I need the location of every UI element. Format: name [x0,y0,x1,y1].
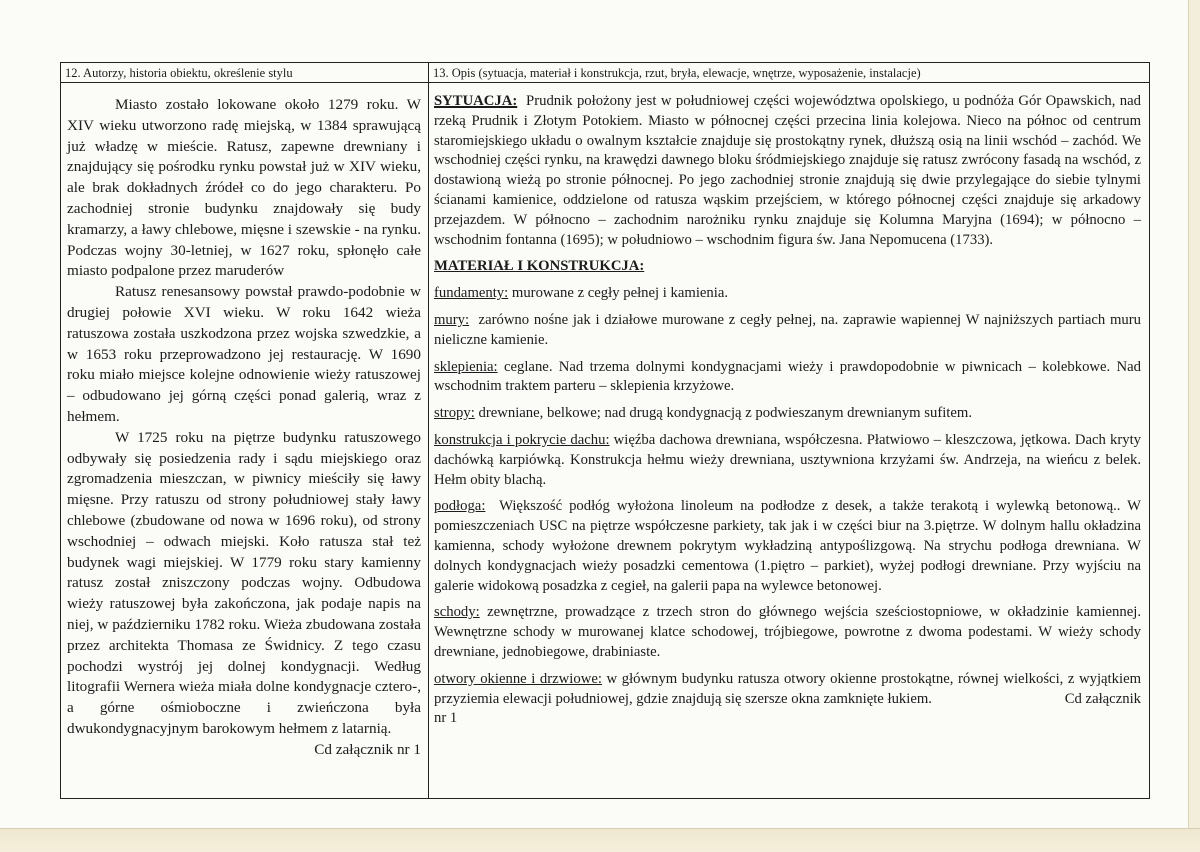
schody-text: zewnętrzne, prowadzące z trzech stron do głównego wejścia sześciostopniowe, w okładzinie kamiennej. Wewnętrzne schody w murowanej klatce schodowej, trójbiegowe, powrotne z dwoma podestami. W wieży schody drewniane, jednobiegowe, drabiniaste. [434,604,1142,660]
dach-item [434,431,1141,490]
schody-item [434,603,1141,662]
section-12-header: 12. Autorzy, historia obiektu, określenie stylu [61,63,428,83]
history-paragraph: Miasto zostało lokowane około 1279 roku. W XIV wieku utworzono radę miejską, w 1384 sprawującą już władzę w mieście. Ratusz, zapewne drewniany i znajdujący się pośrodku rynku powstał już w XIV wieku, ale brak dokładnych źródeł co do jego charakteru. Po zachodniej stronie budynku znajdowały się budy kramarzy, a ławy chlebowe, mięsne i szewskie - na rynku. Podczas wojny 30-letniej, w 1627 roku, spłonęło całe miasto podpalone przez maruderów [67,96,421,280]
fundamenty-label: fundamenty: [434,285,509,302]
history-paragraph [67,428,421,758]
attachment-reference-a: Cd załącznik [1064,690,1141,707]
fundamenty-item [434,284,1141,304]
sklepienia-text: ceglane. Nad trzema dolnymi kondygnacjami wieży i prawdopodobnie w piwnicach – kolebkowe. Nad wschodnim traktem parteru – sklepienia krzyżowe. [434,358,1142,395]
mury-text: zarówno nośne jak i działowe murowane z cegły pełnej, na. zaprawie wapiennej W najniższych partiach muru nieliczne kamienie. [434,311,1141,348]
podloga-text: Większość podłóg wyłożona linoleum na podłodze z desek, a także terakotą i wylewką betonową.. W pomieszczeniach USC na piętrze współczesne parkiety, tak jak i w części biur na 3.piętrze. W dolnym hallu okładzina kamienna, schody wyłożone drewnem pokrytym wykładziną antypoślizgową. Na strychu podłoga drewniana. W dolnych kondygnacjach wieży posadzki cementowa (1.piętro – parkiet), wyżej podłogi drewniane. Przy wyjściu na galerie widokową posadzka z cegieł, na galerii papa na wylewce betonowej. [434,498,1141,594]
section-13-header: 13. Opis (sytuacja, materiał i konstrukcja, rzut, bryła, elewacje, wnętrze, wyposażenie, instalacje) [429,63,1149,83]
schody-label: schody: [434,604,480,621]
section-12-cell [61,63,429,799]
attachment-reference-b: nr 1 [434,710,458,727]
page-right-edge [1188,0,1200,851]
section-13-body [429,83,1149,729]
section-12-body [61,83,428,758]
sytuacja-paragraph [434,92,1141,250]
stropy-label: stropy: [434,405,475,422]
sklepienia-item [434,358,1141,398]
history-paragraph-text: W 1725 roku na piętrze budynku ratuszowego odbywały się posiedzenia rady i sądu miejskiego oraz zgromadzenia mieszczan, w piwnicy mieściły się ławy mięsne. Przy ratuszu od strony południowej stały ławy chlebowe (zbudowane od nowa w 1696 roku), od strony wschodniej – odwach miejski. Koło ratusza stał też budynek wagi miejskiej. W 1779 roku stary kamienny ratusz został zniszczony podczas wojny. Odbudowa wieży ratuszowej była zakończona, jak podaje napis na niej, w październiku 1782 roku. Wieża zbudowana została przez architekta Thomasa ze Świdnicy. Z tego czasu pochodzi wystrój jej dolnej kondygnacji. Według litografii Wernera wieża miała dolne kondygnacje cztero-, a górne ośmioboczne i zwieńczona była dwukondygnacyjnym barokowym hełmem z latarnią. [67,428,421,737]
dach-label: konstrukcja i pokrycie dachu: [434,431,610,448]
sklepienia-label: sklepienia: [434,358,498,375]
otwory-label: otwory okienne i drzwiowe: [434,670,602,687]
stropy-item [434,404,1141,424]
attachment-reference: Cd załącznik nr 1 [314,740,421,758]
mury-label: mury: [434,311,470,328]
sytuacja-label: SYTUACJA: [434,93,518,109]
sytuacja-text: Prudnik położony jest w południowej części województwa opolskiego, u podnóża Gór Opawskich, nad rzeką Prudnik i Złotym Potokiem. Miasto w północnej części przecina linia kolejowa. Nieco na północ od centrum staromiejskiego układu o owalnym kształcie znajduje się prostokątny rynek, dłuższą osią na linii wschód – zachód. We wschodniej części rynku, na krawędzi dawnego bloku śródmiejskiego znajduje się ratusz zwrócony fasadą na wschód, z dostawioną wieżą po stronie północnej. Po jego zachodniej stronie znajdują się dwie przylegające do siebie tylnymi ścianami kamienice, oddzielone od ratusza wąskim przejściem, w którego północnej części znajduje się arkadowy przejazdem. W północno – zachodnim narożniku rynku znajduje się Kolumna Maryjna (1694); w północno – wschodnim fontanna (1695); w południowo – wschodnim figura św. Jana Nepomucena (1733). [434,93,1141,248]
material-heading-paragraph [434,257,1141,277]
stropy-text: drewniane, belkowe; nad drugą kondygnacją z podwieszanym drewnianym sufitem. [478,405,972,422]
podloga-item [434,497,1141,596]
fundamenty-text: murowane z cegły pełnej i kamienia. [511,285,729,302]
page-bottom-edge [0,828,1200,852]
otwory-item [434,670,1141,710]
history-paragraph: Ratusz renesansowy powstał prawdo-podobnie w drugiej połowie XVI wieku. W roku 1642 wieża ratuszowa została uszkodzona przez wojska szwedzkie, a w 1653 roku przeprowadzono jej restaurację. W 1690 roku miało miejsce kolejne odnowienie wieży ratuszowej – odbudowano jej górną części ponad galerią, wraz z hełmem. [67,283,421,425]
dach-text: więźba dachowa drewniana, współczesna. Płatwiowo – kleszczowa, jętkowa. Dach kryty dachówką karpiówką. Konstrukcja hełmu wieży drewniana, usztywniona krzyżami św. Andrzeja, na wieńcu z belek. Hełm obity blachą. [434,431,1142,488]
otwory-text: w głównym budynku ratusza otwory okienne prostokątne, równej wielkości, z wyjątkiem przyziemia elewacji południowej, gdzie znajdują się szersze okna zamknięte łukiem. [434,670,1142,707]
material-heading: MATERIAŁ I KONSTRUKCJA: [434,258,645,275]
record-card-table [60,62,1150,799]
section-13-cell [429,63,1150,799]
mury-item [434,311,1141,351]
podloga-label: podłoga: [434,498,486,515]
